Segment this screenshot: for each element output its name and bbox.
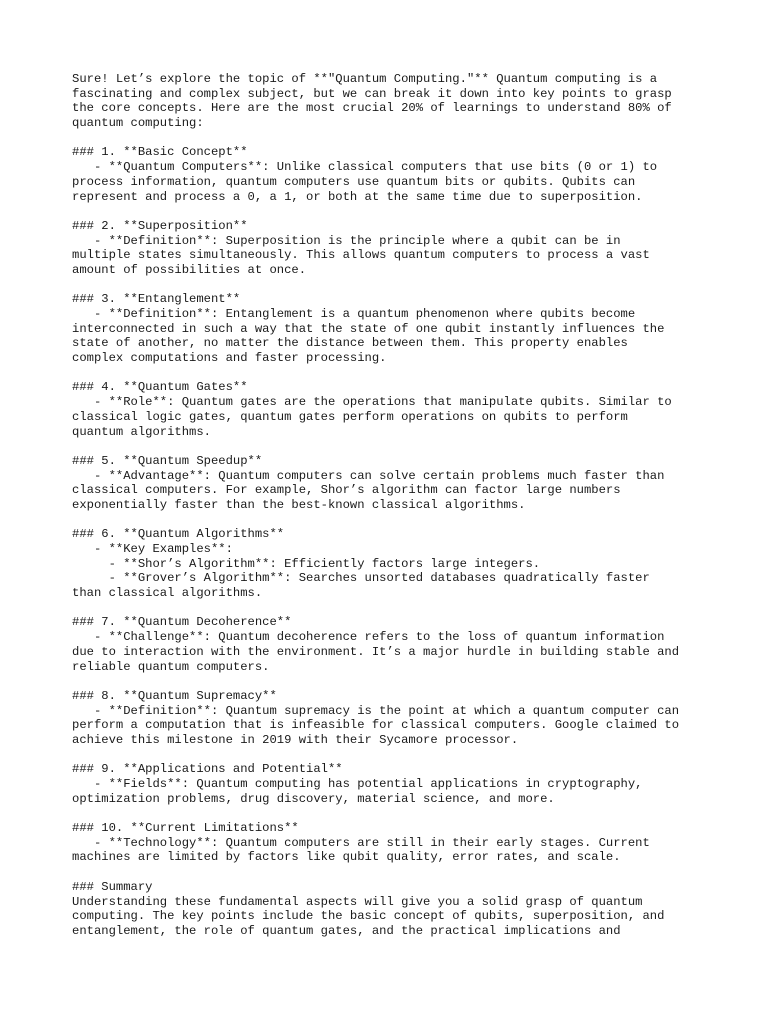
section-7-line: - **Challenge**: Quantum decoherence refers to the loss of quantum information xyxy=(72,630,665,645)
section-3-line: - **Definition**: Entanglement is a quantum phenomenon where qubits become xyxy=(72,307,636,321)
blank-line xyxy=(72,204,712,219)
blank-line xyxy=(72,131,712,146)
section-1-line: - **Quantum Computers**: Unlike classical computers that use bits (0 or 1) to xyxy=(72,160,658,175)
intro-line-1: Sure! Let’s explore the topic of **"Quantum Computing."** Quantum computing is a xyxy=(72,72,658,86)
section-7-line: due to interaction with the environment. It’s a major hurdle in building stable and xyxy=(72,644,680,659)
section-4-line: - **Role**: Quantum gates are the operations that manipulate qubits. Similar to xyxy=(72,395,672,410)
section-9-line: optimization problems, drug discovery, material science, and more. xyxy=(72,791,555,806)
section-7-heading: ### 7. **Quantum Decoherence** xyxy=(72,615,292,630)
section-2-line: - **Definition**: Superposition is the principle where a qubit can be in xyxy=(72,233,621,248)
section-5-heading: ### 5. **Quantum Speedup** xyxy=(72,453,263,468)
section-10-heading: ### 10. **Current Limitations** xyxy=(72,821,299,836)
section-7-line: reliable quantum computers. xyxy=(72,659,270,674)
blank-line xyxy=(72,439,712,454)
section-9-heading: ### 9. **Applications and Potential** xyxy=(72,762,343,777)
section-3-line: state of another, no matter the distance between them. This property enables xyxy=(72,336,628,351)
section-8-line: - **Definition**: Quantum supremacy is the point at which a quantum computer can xyxy=(72,703,680,718)
section-4-heading: ### 4. **Quantum Gates** xyxy=(72,380,248,395)
blank-line xyxy=(72,674,712,689)
section-6-line: - **Shor’s Algorithm**: Efficiently factors large integers. xyxy=(72,556,541,571)
section-2-line: amount of possibilities at once. xyxy=(72,262,307,277)
section-1-line: represent and process a 0, a 1, or both at the same time due to superposition. xyxy=(72,189,643,204)
section-8-heading: ### 8. **Quantum Supremacy** xyxy=(72,688,277,703)
section-3-line: complex computations and faster processing. xyxy=(72,351,387,366)
section-8-line: achieve this milestone in 2019 with their Sycamore processor. xyxy=(72,732,519,747)
section-2-heading: ### 2. **Superposition** xyxy=(72,218,248,233)
blank-line xyxy=(72,748,712,763)
summary-line: Understanding these fundamental aspects will give you a solid grasp of quantum xyxy=(72,894,643,909)
section-6-heading: ### 6. **Quantum Algorithms** xyxy=(72,527,285,542)
section-3-line: interconnected in such a way that the state of one qubit instantly influences the xyxy=(72,321,665,336)
section-1-line: process information, quantum computers use quantum bits or qubits. Qubits can xyxy=(72,174,636,189)
section-9-line: - **Fields**: Quantum computing has potential applications in cryptography, xyxy=(72,777,643,791)
section-2-line: multiple states simultaneously. This allows quantum computers to process a vast xyxy=(72,248,650,263)
blank-line xyxy=(72,513,712,528)
blank-line xyxy=(72,806,712,821)
blank-line xyxy=(72,278,712,293)
section-4-line: quantum algorithms. xyxy=(72,424,211,439)
document-page xyxy=(72,72,712,939)
summary-heading: ### Summary xyxy=(72,879,153,894)
summary-line: computing. The key points include the basic concept of qubits, superposition, and xyxy=(72,909,665,924)
intro-line-3: the core concepts. Here are the most crucial 20% of learnings to understand 80% of xyxy=(72,101,672,116)
intro-line-2: fascinating and complex subject, but we can break it down into key points to grasp xyxy=(72,86,672,101)
section-5-line: - **Advantage**: Quantum computers can solve certain problems much faster than xyxy=(72,468,665,483)
section-8-line: perform a computation that is infeasible for classical computers. Google claimed to xyxy=(72,718,680,733)
section-6-line: - **Grover’s Algorithm**: Searches unsorted databases quadratically faster xyxy=(72,571,650,586)
section-4-line: classical logic gates, quantum gates perform operations on qubits to perform xyxy=(72,409,628,424)
section-5-line: classical computers. For example, Shor’s algorithm can factor large numbers xyxy=(72,483,621,498)
section-10-line: machines are limited by factors like qubit quality, error rates, and scale. xyxy=(72,850,621,865)
section-5-line: exponentially faster than the best-known classical algorithms. xyxy=(72,497,526,512)
section-3-heading: ### 3. **Entanglement** xyxy=(72,292,241,307)
section-6-line: - **Key Examples**: xyxy=(72,542,233,556)
section-6-line: than classical algorithms. xyxy=(72,586,263,601)
section-1-heading: ### 1. **Basic Concept** xyxy=(72,145,248,160)
intro-line-4: quantum computing: xyxy=(72,116,204,131)
blank-line xyxy=(72,865,712,880)
blank-line xyxy=(72,601,712,616)
blank-line xyxy=(72,366,712,381)
summary-line: entanglement, the role of quantum gates, and the practical implications and xyxy=(72,923,621,938)
section-10-line: - **Technology**: Quantum computers are still in their early stages. Current xyxy=(72,835,650,850)
